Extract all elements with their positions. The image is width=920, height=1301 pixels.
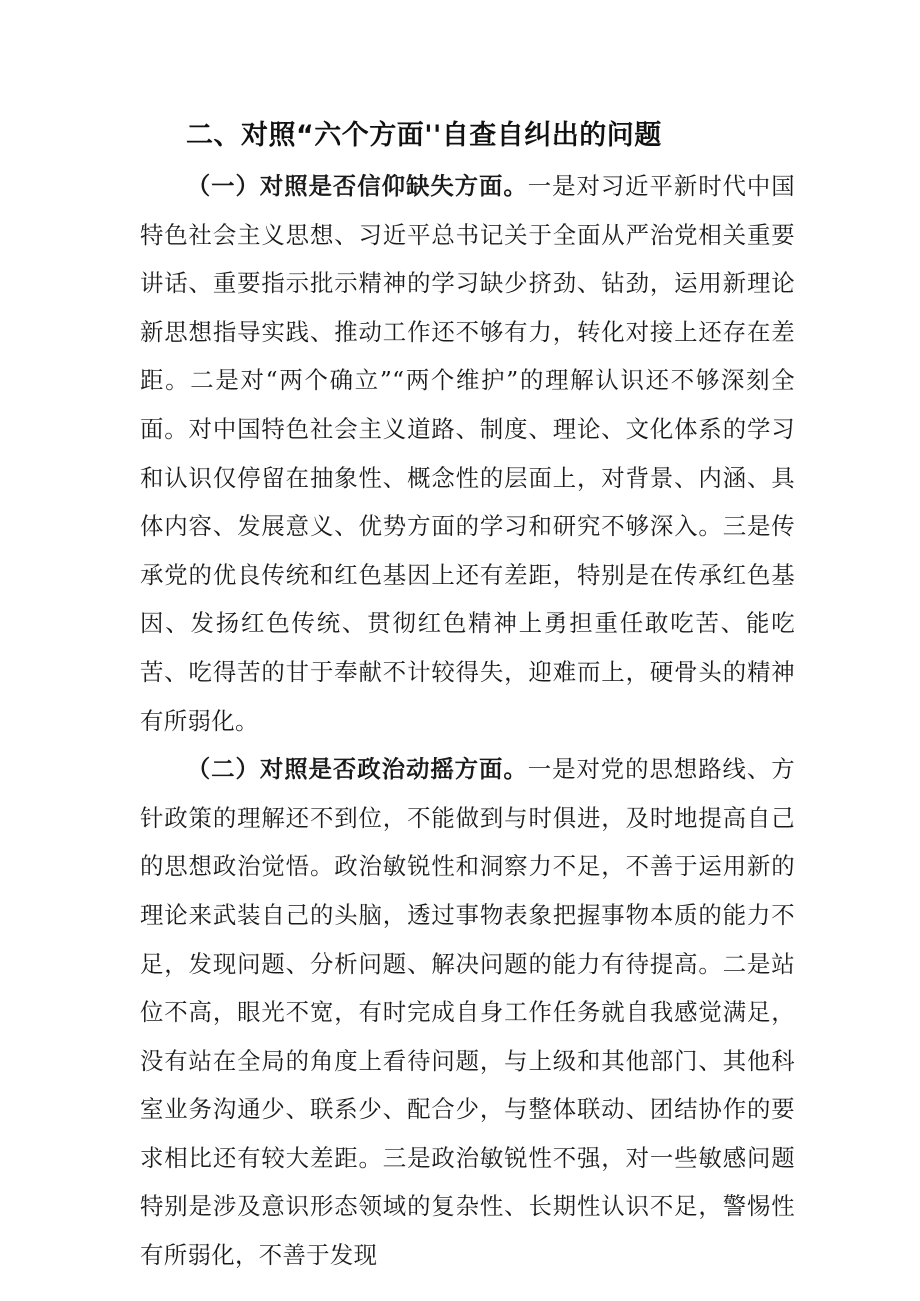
paragraph-lead: （二）对照是否政治动摇方面。 xyxy=(186,755,528,784)
document-body xyxy=(140,162,795,1280)
paragraph-lead: （一）对照是否信仰缺失方面。 xyxy=(186,172,528,200)
paragraph-faith xyxy=(140,162,795,745)
paragraph-text: 一是对习近平新时代中国特色社会主义思想、习近平总书记关于全面从严治党相关重要讲话、重要指示批示精神的学习缺少挤劲、钻劲，运用新理论新思想指导实践、推动工作还不够有力，转化对接上还存在差距。二是对“两个确立”“两个维护”的理解认识还不够深刻全面。对中国特色社会主义道路、制度、理论、文化体系的学习和认识仅停留在抽象性、概念性的层面上，对背景、内涵、具体内容、发展意义、优势方面的学习和研究不够深入。三是传承党的优良传统和红色基因上还有差距，特别是在传承红色基因、发扬红色传统、贯彻红色精神上勇担重任敢吃苦、能吃苦、吃得苦的甘于奉献不计较得失，迎难而上，硬骨头的精神有所弱化。 xyxy=(140,172,795,735)
paragraph-politics xyxy=(140,745,795,1280)
paragraph-text: 一是对党的思想路线、方针政策的理解还不到位，不能做到与时俱进，及时地提高自己的思想政治觉悟。政治敏锐性和洞察力不足，不善于运用新的理论来武装自己的头脑，透过事物表象把握事物本质的能力不足，发现问题、分析问题、解决问题的能力有待提高。二是站位不高，眼光不宽，有时完成自身工作任务就自我感觉满足，没有站在全局的角度上看待问题，与上级和其他部门、其他科室业务沟通少、联系少、配合少，与整体联动、团结协作的要求相比还有较大差距。三是政治敏锐性不强，对一些敏感问题特别是涉及意识形态领域的复杂性、长期性认识不足，警惕性有所弱化，不善于发现 xyxy=(140,755,795,1270)
section-heading: 二、对照“六个方面''自查自纠出的问题 xyxy=(186,120,662,151)
